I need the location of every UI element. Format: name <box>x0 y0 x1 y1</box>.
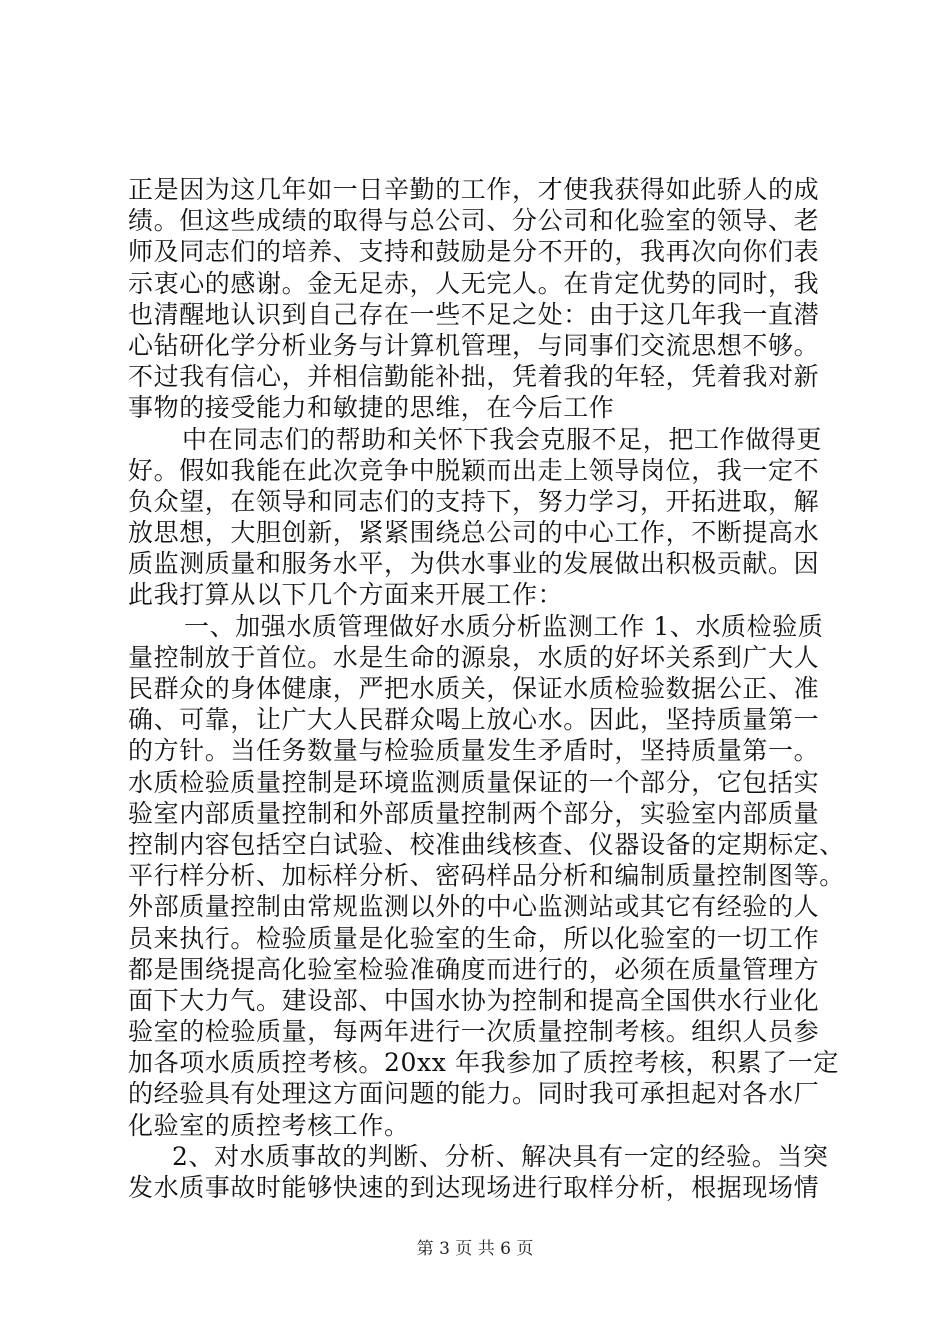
text-line: 正是因为这几年如一日辛勤的工作，才使我获得如此骄人的成 <box>128 175 820 204</box>
text-line: 化验室的质控考核工作。 <box>128 1110 410 1140</box>
text-line: 员来执行。检验质量是化验室的生命，所以化验室的一切工作 <box>128 923 820 953</box>
text-line: 的方针。当任务数量与检验质量发生矛盾时，坚持质量第一。 <box>128 736 820 766</box>
text-line: 验室的检验质量，每两年进行一次质量控制考核。组织人员参 <box>128 1017 820 1047</box>
text-line: 加各项水质质控考核。20xx 年我参加了质控考核，积累了一定 <box>128 1048 839 1078</box>
text-line: 不过我有信心，并相信勤能补拙，凭着我的年轻，凭着我对新 <box>128 362 820 392</box>
text-line: 的经验具有处理这方面问题的能力。同时我可承担起对各水厂 <box>128 1079 820 1109</box>
text-line: 民群众的身体健康，严把水质关，保证水质检验数据公正、准 <box>128 674 820 703</box>
text-line: 发水质事故时能够快速的到达现场进行取样分析，根据现场情 <box>128 1173 820 1202</box>
document-body <box>128 174 848 1203</box>
text-line: 质监测质量和服务水平，为供水事业的发展做出积极贡献。因 <box>128 549 820 579</box>
text-line: 一、加强水质管理做好水质分析监测工作 1、水质检验质 <box>184 611 824 641</box>
text-line: 验室内部质量控制和外部质量控制两个部分，实验室内部质量 <box>128 798 820 828</box>
text-line: 面下大力气。建设部、中国水协为控制和提高全国供水行业化 <box>128 985 820 1015</box>
text-line: 此我打算从以下几个方面来开展工作： <box>128 580 564 610</box>
text-line: 好。假如我能在此次竞争中脱颖而出走上领导岗位，我一定不 <box>128 455 820 485</box>
text-line: 事物的接受能力和敏捷的思维，在今后工作 <box>128 393 615 423</box>
text-line: 也清醒地认识到自己存在一些不足之处：由于这几年我一直潜 <box>128 299 820 329</box>
text-line: 绩。但这些成绩的取得与总公司、分公司和化验室的领导、老 <box>128 206 820 236</box>
text-line: 放思想，大胆创新，紧紧围绕总公司的中心工作，不断提高水 <box>128 518 820 548</box>
text-line: 平行样分析、加标样分析、密码样品分析和编制质量控制图等。 <box>128 861 845 891</box>
text-line: 师及同志们的培养、支持和鼓励是分不开的，我再次向你们表 <box>128 237 820 267</box>
text-line: 心钻研化学分析业务与计算机管理，与同事们交流思想不够。 <box>128 330 820 360</box>
text-line: 都是围绕提高化验室检验准确度而进行的，必须在质量管理方 <box>128 954 820 984</box>
text-line: 外部质量控制由常规监测以外的中心监测站或其它有经验的人 <box>128 892 820 922</box>
page-number-footer: 第 3 页 共 6 页 <box>416 1239 534 1259</box>
text-line: 控制内容包括空白试验、校准曲线核查、仪器设备的定期标定、 <box>128 829 845 859</box>
text-line: 2、对水质事故的判断、分析、解决具有一定的经验。当突 <box>172 1141 829 1171</box>
text-line: 水质检验质量控制是环境监测质量保证的一个部分，它包括实 <box>128 767 820 797</box>
text-line: 中在同志们的帮助和关怀下我会克服不足，把工作做得更 <box>182 424 823 454</box>
text-line: 确、可靠，让广大人民群众喝上放心水。因此，坚持质量第一 <box>128 705 820 735</box>
text-line: 示衷心的感谢。金无足赤，人无完人。在肯定优势的同时，我 <box>128 268 820 298</box>
text-line: 量控制放于首位。水是生命的源泉，水质的好坏关系到广大人 <box>128 642 820 672</box>
text-line: 负众望，在领导和同志们的支持下，努力学习，开拓进取，解 <box>128 486 820 516</box>
